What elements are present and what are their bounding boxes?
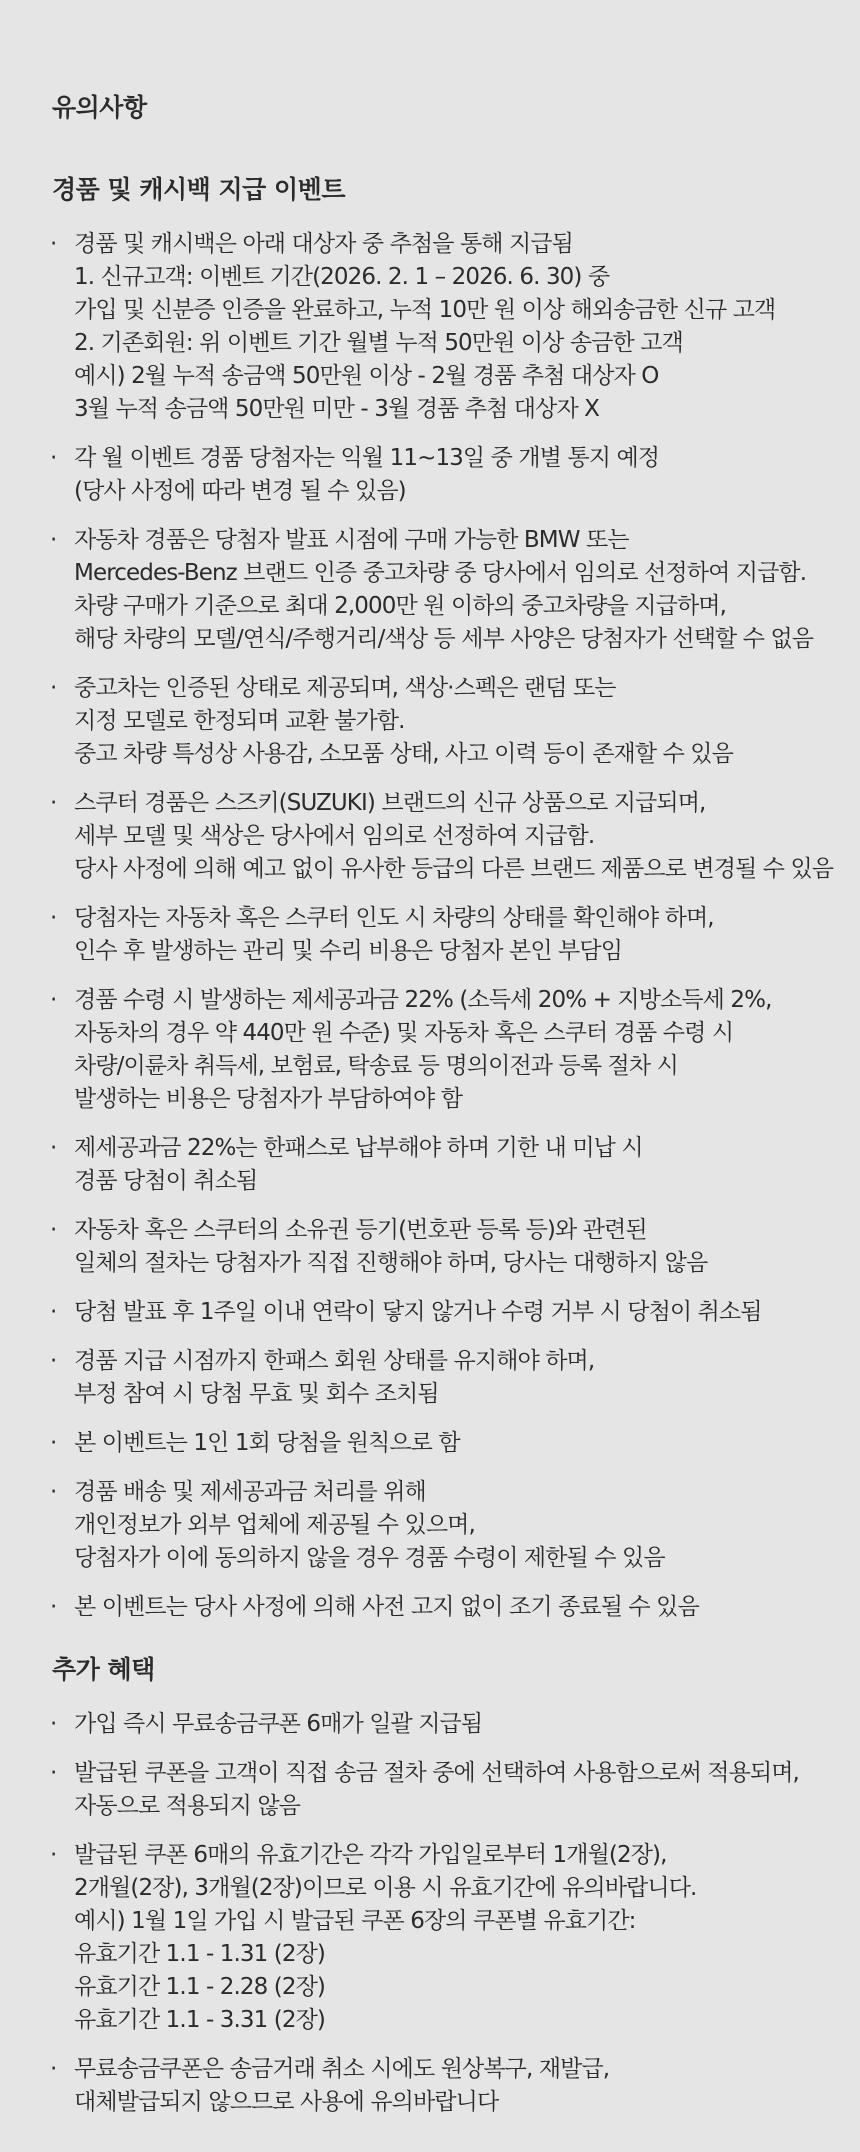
list-item <box>50 1427 824 1460</box>
list-item <box>50 1757 824 1823</box>
section-title: 경품 및 캐시백 지급 이벤트 <box>52 175 345 204</box>
item-text-line: 발생하는 비용은 당첨자가 부담하여야 함 <box>74 1086 463 1112</box>
bullet-dot: · <box>50 231 57 257</box>
list-item <box>50 902 824 968</box>
item-text-line: 자동차의 경우 약 440만 원 수준) 및 자동차 혹은 스쿠터 경품 수령 시 <box>74 1020 734 1046</box>
page-title: 유의사항 <box>52 93 147 122</box>
list-item <box>50 984 824 1116</box>
item-text-line: 차량 구매가 기준으로 최대 2,000만 원 이하의 중고차량을 지급하며, <box>74 593 726 619</box>
item-text-line: 개인정보가 외부 업체에 제공될 수 있으며, <box>74 1512 475 1538</box>
item-text-line: 경품 배송 및 제세공과금 처리를 위해 <box>74 1479 426 1505</box>
item-text-line: 자동차 혹은 스쿠터의 소유권 등기(번호판 등록 등)와 관련된 <box>74 1217 647 1243</box>
bullet-dot: · <box>50 675 57 701</box>
item-text-line: Mercedes-Benz 브랜드 인증 중고차량 중 당사에서 임의로 선정하여 지급함. <box>74 560 807 586</box>
list-item <box>50 1132 824 1198</box>
bullet-dot: · <box>50 1842 57 1868</box>
list-item <box>50 1214 824 1280</box>
item-text-line: 2. 기존회원: 위 이벤트 기간 월별 누적 50만원 이상 송금한 고객 <box>74 330 683 356</box>
list-item <box>50 2053 824 2119</box>
bullet-dot: · <box>50 1430 57 1456</box>
item-text-line: 자동으로 적용되지 않음 <box>74 1793 301 1819</box>
item-text-line: 차량/이륜차 취득세, 보험료, 탁송료 등 명의이전과 등록 절차 시 <box>74 1053 678 1079</box>
list-item <box>50 1839 824 2037</box>
item-text-line: 경품 지급 시점까지 한패스 회원 상태를 유지해야 하며, <box>74 1348 595 1374</box>
item-text-line: 각 월 이벤트 경품 당첨자는 익월 11~13일 중 개별 통지 예정 <box>74 445 660 471</box>
item-text-line: 유효기간 1.1 - 2.28 (2장) <box>74 1974 326 2000</box>
item-text-line: 당첨자가 이에 동의하지 않을 경우 경품 수령이 제한될 수 있음 <box>74 1545 665 1571</box>
item-text-line: 당사 사정에 의해 예고 없이 유사한 등급의 다른 브랜드 제품으로 변경될 수 있음 <box>74 856 834 882</box>
bullet-dot: · <box>50 1479 57 1505</box>
item-text-line: 자동차 경품은 당첨자 발표 시점에 구매 가능한 BMW 또는 <box>74 527 629 553</box>
bullet-dot: · <box>50 1594 57 1620</box>
notice-list <box>50 1708 824 2119</box>
item-text-line: 3월 누적 송금액 50만원 미만 - 3월 경품 추첨 대상자 X <box>74 396 600 422</box>
item-text-line: 2개월(2장), 3개월(2장)이므로 이용 시 유효기간에 유의바랍니다. <box>74 1875 697 1901</box>
item-text-line: 무료송금쿠폰은 송금거래 취소 시에도 원상복구, 재발급, <box>74 2056 610 2082</box>
bullet-dot: · <box>50 1711 57 1737</box>
bullet-dot: · <box>50 905 57 931</box>
item-text-line: 유효기간 1.1 - 1.31 (2장) <box>74 1941 326 1967</box>
item-text-line: 부정 참여 시 당첨 무효 및 회수 조치됨 <box>74 1381 439 1407</box>
item-text-line: 경품 수령 시 발생하는 제세공과금 22% (소득세 20% + 지방소득세 2%, <box>74 987 772 1013</box>
item-text-line: (당사 사정에 따라 변경 될 수 있음) <box>74 478 406 504</box>
item-text-line: 인수 후 발생하는 관리 및 수리 비용은 당첨자 본인 부담임 <box>74 938 623 964</box>
item-text-line: 예시) 1월 1일 가입 시 발급된 쿠폰 6장의 쿠폰별 유효기간: <box>74 1908 636 1934</box>
item-text-line: 가입 및 신분증 인증을 완료하고, 누적 10만 원 이상 해외송금한 신규 고객 <box>74 297 776 323</box>
section-event <box>50 170 834 1624</box>
section-title: 추가 혜택 <box>52 1655 155 1684</box>
bullet-dot: · <box>50 1299 57 1325</box>
item-text-line: 중고차는 인증된 상태로 제공되며, 색상·스펙은 랜덤 또는 <box>74 675 616 701</box>
bullet-dot: · <box>50 1348 57 1374</box>
item-text-line: 스쿠터 경품은 스즈키(SUZUKI) 브랜드의 신규 상품으로 지급되며, <box>74 790 706 816</box>
list-item <box>50 787 834 886</box>
item-text-line: 해당 차량의 모델/연식/주행거리/색상 등 세부 사양은 당첨자가 선택할 수 없음 <box>74 626 814 652</box>
item-text-line: 1. 신규고객: 이벤트 기간(2026. 2. 1 – 2026. 6. 30) 중 <box>74 264 610 290</box>
item-text-line: 발급된 쿠폰을 고객이 직접 송금 절차 중에 선택하여 사용함으로써 적용되며, <box>74 1760 799 1786</box>
bullet-dot: · <box>50 2056 57 2082</box>
bullet-dot: · <box>50 790 57 816</box>
item-text-line: 세부 모델 및 색상은 당사에서 임의로 선정하여 지급함. <box>74 823 595 849</box>
item-text-line: 본 이벤트는 1인 1회 당첨을 원칙으로 함 <box>74 1430 460 1456</box>
list-item <box>50 672 824 771</box>
notice-list <box>50 228 834 1624</box>
list-item <box>50 442 824 508</box>
item-text-line: 경품 및 캐시백은 아래 대상자 중 추첨을 통해 지급됨 <box>74 231 573 257</box>
list-item <box>50 228 824 426</box>
bullet-dot: · <box>50 1217 57 1243</box>
item-text-line: 예시) 2월 누적 송금액 50만원 이상 - 2월 경품 추첨 대상자 O <box>74 363 659 389</box>
bullet-dot: · <box>50 1760 57 1786</box>
item-text-line: 일체의 절차는 당첨자가 직접 진행해야 하며, 당사는 대행하지 않음 <box>74 1250 708 1276</box>
item-text-line: 대체발급되지 않으므로 사용에 유의바랍니다 <box>74 2089 499 2115</box>
list-item <box>50 1591 824 1624</box>
item-text-line: 발급된 쿠폰 6매의 유효기간은 각각 가입일로부터 1개월(2장), <box>74 1842 667 1868</box>
list-item <box>50 1708 824 1741</box>
item-text-line: 당첨자는 자동차 혹은 스쿠터 인도 시 차량의 상태를 확인해야 하며, <box>74 905 714 931</box>
list-item <box>50 1476 824 1575</box>
item-text-line: 본 이벤트는 당사 사정에 의해 사전 고지 없이 조기 종료될 수 있음 <box>74 1594 699 1620</box>
item-text-line: 중고 차량 특성상 사용감, 소모품 상태, 사고 이력 등이 존재할 수 있음 <box>74 741 733 767</box>
item-text-line: 경품 당첨이 취소됨 <box>74 1168 258 1194</box>
section-benefits <box>50 1650 824 2119</box>
bullet-dot: · <box>50 987 57 1013</box>
bullet-dot: · <box>50 1135 57 1161</box>
item-text-line: 지정 모델로 한정되며 교환 불가함. <box>74 708 405 734</box>
list-item <box>50 524 824 656</box>
item-text-line: 제세공과금 22%는 한패스로 납부해야 하며 기한 내 미납 시 <box>74 1135 643 1161</box>
bullet-dot: · <box>50 527 57 553</box>
item-text-line: 유효기간 1.1 - 3.31 (2장) <box>74 2007 326 2033</box>
list-item <box>50 1345 824 1411</box>
item-text-line: 당첨 발표 후 1주일 이내 연락이 닿지 않거나 수령 거부 시 당첨이 취소됨 <box>74 1299 762 1325</box>
item-text-line: 가입 즉시 무료송금쿠폰 6매가 일괄 지급됨 <box>74 1711 483 1737</box>
bullet-dot: · <box>50 445 57 471</box>
list-item <box>50 1296 824 1329</box>
